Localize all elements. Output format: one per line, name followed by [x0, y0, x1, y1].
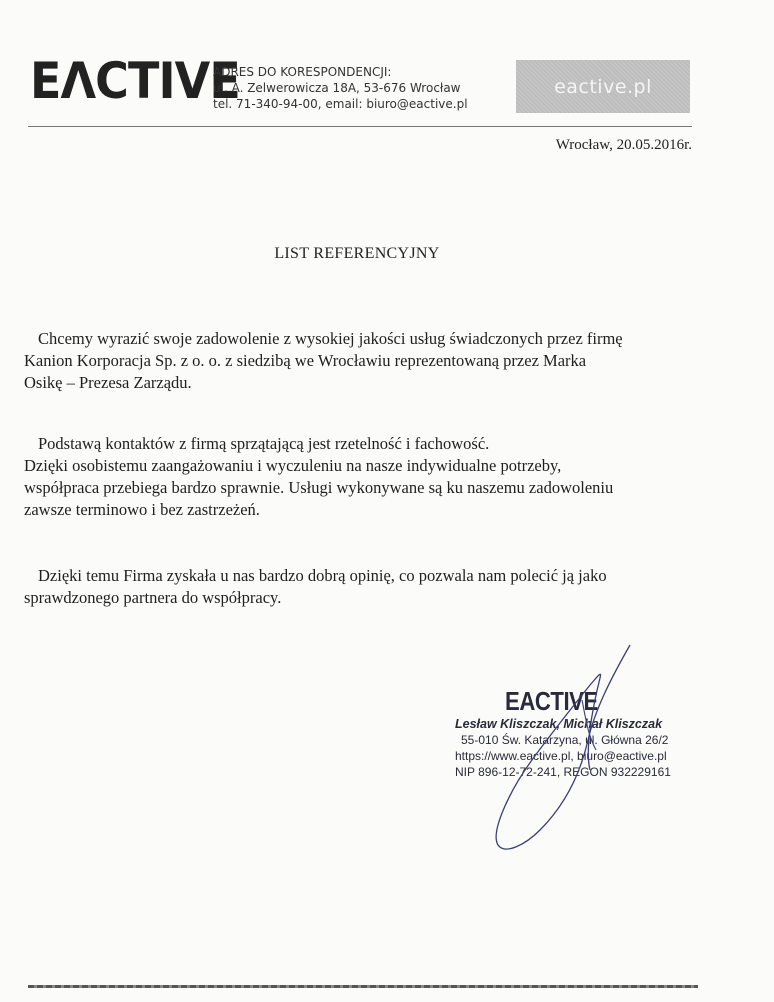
- contact-line: tel. 71-340-94-00, email: biuro@eactive.pl: [213, 97, 468, 111]
- paragraph-line: współpraca przebiega bardzo sprawnie. Usługi wykonywane są ku naszemu zadowoleniu: [24, 478, 614, 497]
- company-logo: EΛCTIVE: [30, 52, 240, 110]
- correspondence-address: [213, 64, 468, 112]
- stamp-logo: EACTIVE: [505, 686, 598, 716]
- paragraph-line: Kanion Korporacja Sp. z o. o. z siedzibą we Wrocławiu reprezentowaną przez Marka: [24, 351, 587, 370]
- stamp-web-email: https://www.eactive.pl, biuro@eactive.pl: [455, 749, 667, 763]
- paragraph-1: [24, 328, 704, 394]
- paragraph-line: Podstawą kontaktów z firmą sprzątającą jest rzetelność i fachowość.: [38, 434, 490, 453]
- address-title: ADRES DO KORESPONDENCJI:: [213, 65, 392, 79]
- handwritten-signature: [470, 640, 650, 860]
- paragraph-line: sprawdzonego partnera do współpracy.: [24, 588, 282, 607]
- paragraph-line: Osikę – Prezesa Zarządu.: [24, 373, 192, 392]
- stamp-ids: NIP 896-12-72-241, REGON 932229161: [455, 765, 671, 779]
- address-line: ul. A. Zelwerowicza 18A, 53-676 Wrocław: [213, 81, 461, 95]
- stamp-names: Lesław Kliszczak, Michał Kliszczak: [455, 717, 663, 731]
- letter-date: Wrocław, 20.05.2016r.: [555, 137, 692, 153]
- paragraph-line: Chcemy wyrazić swoje zadowolenie z wysokiej jakości usług świadczonych przez firmę: [38, 329, 623, 348]
- paragraph-line: Dzięki osobistemu zaangażowaniu i wyczuleniu na nasze indywidualne potrzeby,: [24, 456, 562, 475]
- paragraph-3: [24, 565, 704, 609]
- header-divider: [28, 126, 692, 127]
- paragraph-line: zawsze terminowo i bez zastrzeżeń.: [24, 500, 260, 519]
- website-text: eactive.pl: [554, 75, 652, 98]
- letter-title: LIST REFERENCYJNY: [274, 245, 440, 262]
- paragraph-line: Dzięki temu Firma zyskała u nas bardzo dobrą opinię, co pozwala nam polecić ją jako: [38, 566, 607, 585]
- stamp-address: 55-010 Św. Katarzyna, ul. Główna 26/2: [461, 733, 669, 747]
- footer-divider: [28, 985, 698, 988]
- website-banner: [516, 60, 690, 113]
- paragraph-2: [24, 433, 704, 521]
